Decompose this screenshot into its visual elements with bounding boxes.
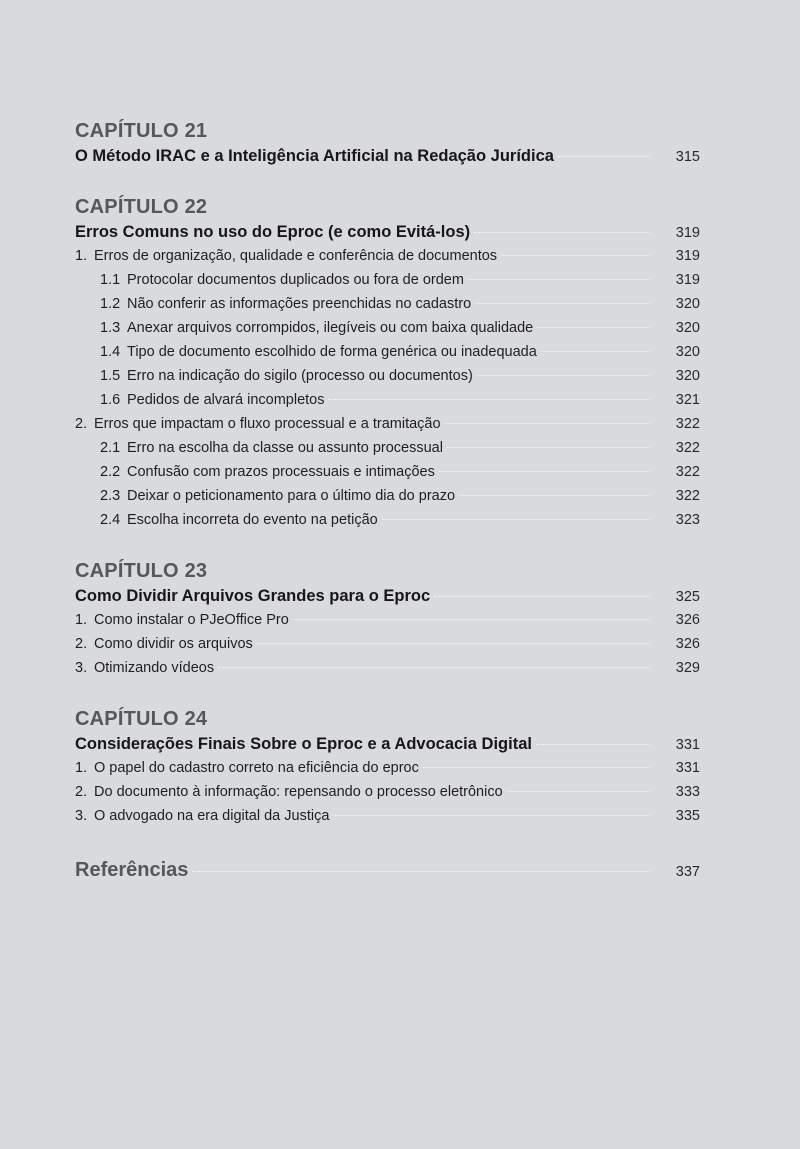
page-number: 335 — [675, 808, 700, 824]
page-number: 329 — [675, 660, 700, 676]
chapter-title: O Método IRAC e a Inteligência Artificial na Redação Jurídica — [75, 147, 554, 165]
chapter-title-row[interactable] — [75, 732, 700, 756]
toc-entry[interactable] — [75, 780, 700, 804]
dot-leader — [501, 255, 650, 256]
references-title: Referências — [75, 859, 189, 881]
page-number: 319 — [675, 272, 700, 288]
page-number: 325 — [675, 589, 700, 605]
entry-title: Protocolar documentos duplicados ou fora de ordem — [127, 272, 464, 288]
toc-entry[interactable] — [75, 364, 700, 388]
entry-number: 1.4 — [100, 344, 121, 360]
dot-leader — [192, 871, 650, 872]
toc-entry[interactable] — [75, 340, 700, 364]
entry-title: Do documento à informação: repensando o processo eletrônico — [94, 784, 503, 800]
chapter-label: CAPÍTULO 21 — [75, 120, 208, 142]
entry-number: 1.6 — [100, 392, 121, 408]
dot-leader — [257, 643, 650, 644]
page-number: 333 — [675, 784, 700, 800]
toc-entry[interactable] — [75, 484, 700, 508]
dot-leader — [477, 375, 650, 376]
chapter-title: Considerações Finais Sobre o Eproc e a Advocacia Digital — [75, 735, 532, 753]
dot-leader — [328, 399, 650, 400]
entry-number: 1.3 — [100, 320, 121, 336]
page-number: 322 — [675, 488, 700, 504]
entry-title: Anexar arquivos corrompidos, ilegíveis ou com baixa qualidade — [127, 320, 534, 336]
entry-title: Pedidos de alvará incompletos — [127, 392, 325, 408]
toc-entry[interactable] — [75, 508, 700, 532]
entry-number: 1. — [75, 612, 88, 628]
entry-title: O papel do cadastro correto na eficiência do eproc — [94, 760, 419, 776]
entry-number: 2. — [75, 784, 88, 800]
entry-number: 3. — [75, 660, 88, 676]
dot-leader — [474, 232, 650, 233]
dot-leader — [293, 619, 650, 620]
chapter-title: Erros Comuns no uso do Eproc (e como Evitá-los) — [75, 223, 471, 241]
toc-entry[interactable] — [75, 292, 700, 316]
page-number: 337 — [675, 864, 700, 880]
dot-leader — [558, 156, 650, 157]
toc-entry[interactable] — [75, 268, 700, 292]
dot-leader — [382, 519, 650, 520]
dot-leader — [445, 423, 650, 424]
page-number: 319 — [675, 225, 700, 241]
dot-leader — [468, 279, 650, 280]
chapter-label: CAPÍTULO 22 — [75, 196, 208, 218]
toc-entry[interactable] — [75, 756, 700, 780]
dot-leader — [218, 667, 650, 668]
chapter-title-row[interactable] — [75, 220, 700, 244]
toc-entry[interactable] — [75, 656, 700, 680]
page-number: 315 — [675, 149, 700, 165]
page-number: 323 — [675, 512, 700, 528]
entry-number: 2.3 — [100, 488, 121, 504]
dot-leader — [537, 327, 650, 328]
toc-entry[interactable] — [75, 412, 700, 436]
chapter-title: Como Dividir Arquivos Grandes para o Eproc — [75, 587, 431, 605]
entry-title: Deixar o peticionamento para o último dia do prazo — [127, 488, 456, 504]
toc-entry[interactable] — [75, 244, 700, 268]
chapter-22 — [75, 194, 700, 532]
dot-leader — [536, 744, 650, 745]
page-number: 322 — [675, 464, 700, 480]
dot-leader — [541, 351, 650, 352]
chapter-title-row[interactable] — [75, 144, 700, 168]
entry-number: 1.1 — [100, 272, 121, 288]
chapter-23 — [75, 558, 700, 680]
entry-number: 1. — [75, 760, 88, 776]
toc-entry[interactable] — [75, 316, 700, 340]
toc-entry[interactable] — [75, 632, 700, 656]
dot-leader — [459, 495, 650, 496]
chapter-21 — [75, 118, 700, 168]
entry-title: Erros que impactam o fluxo processual e a tramitação — [94, 416, 441, 432]
entry-number: 2.1 — [100, 440, 121, 456]
entry-number: 1. — [75, 248, 88, 264]
entry-title: Erro na indicação do sigilo (processo ou documentos) — [127, 368, 473, 384]
page-number: 322 — [675, 416, 700, 432]
page-number: 331 — [675, 737, 700, 753]
entry-number: 1.5 — [100, 368, 121, 384]
page-number: 320 — [675, 320, 700, 336]
dot-leader — [333, 815, 650, 816]
page-number: 326 — [675, 636, 700, 652]
entry-number: 3. — [75, 808, 88, 824]
dot-leader — [439, 471, 650, 472]
entry-number: 2. — [75, 636, 88, 652]
page-number: 322 — [675, 440, 700, 456]
page-number: 319 — [675, 248, 700, 264]
page-number: 326 — [675, 612, 700, 628]
dot-leader — [475, 303, 650, 304]
entry-number: 2.4 — [100, 512, 121, 528]
dot-leader — [434, 596, 650, 597]
chapter-24 — [75, 706, 700, 828]
entry-number: 2. — [75, 416, 88, 432]
entry-title: Confusão com prazos processuais e intimações — [127, 464, 435, 480]
chapter-title-row[interactable] — [75, 584, 700, 608]
entry-title: Otimizando vídeos — [94, 660, 215, 676]
entry-number: 1.2 — [100, 296, 121, 312]
toc-entry[interactable] — [75, 460, 700, 484]
page-number: 320 — [675, 344, 700, 360]
dot-leader — [423, 767, 650, 768]
toc-entry[interactable] — [75, 804, 700, 828]
toc-entry[interactable] — [75, 608, 700, 632]
chapter-label: CAPÍTULO 24 — [75, 708, 208, 730]
references-row[interactable] — [75, 854, 700, 886]
page-number: 320 — [675, 296, 700, 312]
entry-title: Escolha incorreta do evento na petição — [127, 512, 378, 528]
dot-leader — [507, 791, 650, 792]
entry-title: Tipo de documento escolhido de forma genérica ou inadequada — [127, 344, 537, 360]
toc-entry[interactable] — [75, 388, 700, 412]
dot-leader — [447, 447, 650, 448]
page-number: 320 — [675, 368, 700, 384]
toc-entry[interactable] — [75, 436, 700, 460]
entry-title: Não conferir as informações preenchidas no cadastro — [127, 296, 472, 312]
entry-number: 2.2 — [100, 464, 121, 480]
entry-title: Erros de organização, qualidade e conferência de documentos — [94, 248, 498, 264]
chapter-label: CAPÍTULO 23 — [75, 560, 208, 582]
entry-title: O advogado na era digital da Justiça — [94, 808, 330, 824]
table-of-contents — [75, 118, 700, 886]
page-number: 331 — [675, 760, 700, 776]
entry-title: Erro na escolha da classe ou assunto processual — [127, 440, 443, 456]
page-number: 321 — [675, 392, 700, 408]
entry-title: Como dividir os arquivos — [94, 636, 253, 652]
entry-title: Como instalar o PJeOffice Pro — [94, 612, 289, 628]
